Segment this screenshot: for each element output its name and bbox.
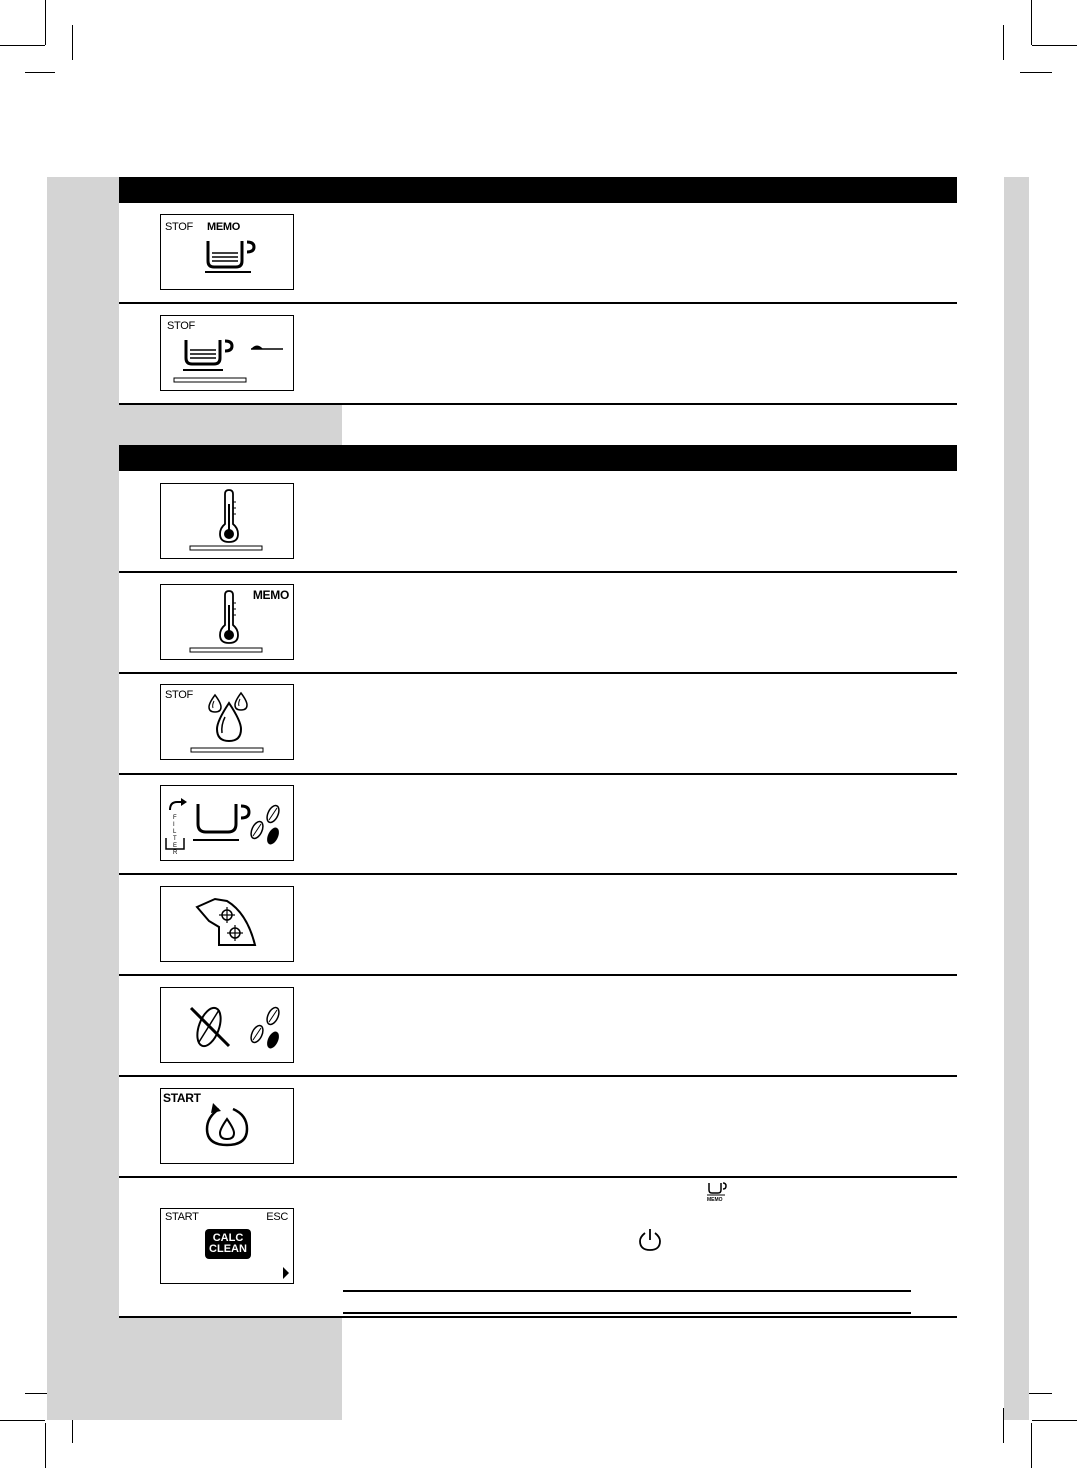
lcd-display-brew-group bbox=[160, 886, 294, 962]
lcd-display-thermometer-memo bbox=[160, 584, 294, 660]
lcd-label-start: START bbox=[165, 1211, 199, 1223]
row-divider bbox=[119, 571, 957, 573]
text-underline bbox=[343, 1312, 911, 1314]
section-header-bar bbox=[119, 445, 957, 471]
crop-mark bbox=[1031, 0, 1032, 45]
lcd-display-cup-spoon bbox=[160, 315, 294, 391]
lcd-display-memo-cup bbox=[160, 214, 294, 290]
crop-mark bbox=[1032, 45, 1077, 46]
row-divider bbox=[119, 302, 957, 304]
lcd-label-stop: STOF bbox=[165, 689, 193, 701]
lcd-display-thermometer bbox=[160, 483, 294, 559]
filter-cup-beans-icon bbox=[161, 786, 295, 862]
row-divider bbox=[119, 974, 957, 976]
cup-spoon-icon bbox=[161, 316, 295, 392]
section-end-rule bbox=[119, 1316, 957, 1318]
svg-text:L: L bbox=[173, 829, 177, 835]
row-divider bbox=[119, 672, 957, 674]
crop-mark bbox=[0, 45, 45, 46]
brew-group-icon bbox=[161, 887, 295, 963]
section-header-bar bbox=[119, 177, 957, 203]
lcd-label-memo: MEMO bbox=[207, 221, 241, 233]
badge-line-clean: CLEAN bbox=[209, 1243, 247, 1255]
arrow-right-icon bbox=[161, 1209, 295, 1285]
lcd-label-esc: ESC bbox=[266, 1211, 288, 1223]
crop-mark bbox=[1032, 1420, 1077, 1421]
lcd-label-stop: STOF bbox=[167, 320, 195, 332]
no-grinder-beans-icon bbox=[161, 988, 295, 1064]
thermometer-icon bbox=[161, 484, 295, 560]
lcd-display-calc-clean bbox=[160, 1208, 294, 1284]
table-gap bbox=[342, 405, 957, 445]
crop-mark bbox=[1003, 25, 1004, 60]
memo-cup-inline-label: MEMO bbox=[707, 1197, 723, 1203]
table-section-2 bbox=[119, 445, 957, 1318]
crop-mark bbox=[0, 1420, 45, 1421]
crop-mark bbox=[72, 25, 73, 60]
crop-mark bbox=[25, 72, 55, 73]
right-margin-band bbox=[1004, 177, 1029, 1420]
memo-cup-inline-icon bbox=[703, 1180, 729, 1208]
row-divider bbox=[119, 773, 957, 775]
row-divider bbox=[119, 873, 957, 875]
thermometer-icon bbox=[161, 585, 295, 661]
row-divider bbox=[119, 1176, 957, 1178]
row-divider bbox=[119, 1075, 957, 1077]
svg-text:T: T bbox=[173, 836, 177, 842]
lcd-display-start-descale bbox=[160, 1088, 294, 1164]
crop-mark bbox=[45, 0, 46, 45]
svg-text:R: R bbox=[173, 850, 178, 856]
section-end-rule bbox=[119, 403, 957, 405]
crop-mark bbox=[45, 1423, 46, 1468]
crop-mark bbox=[1031, 1423, 1032, 1468]
svg-text:F: F bbox=[173, 815, 177, 821]
crop-mark bbox=[1020, 72, 1052, 73]
lcd-display-water-drops bbox=[160, 684, 294, 760]
descale-cycle-icon bbox=[161, 1089, 295, 1165]
lcd-display-no-grinder bbox=[160, 987, 294, 1063]
badge-line-calc: CALC bbox=[212, 1232, 244, 1244]
cup-icon bbox=[161, 215, 295, 291]
lcd-label-start: START bbox=[163, 1091, 201, 1105]
water-drops-icon bbox=[161, 685, 295, 761]
lcd-label-memo: MEMO bbox=[252, 588, 289, 602]
svg-text:I: I bbox=[173, 822, 175, 828]
power-icon bbox=[637, 1227, 663, 1253]
lcd-label-stop: STOF bbox=[165, 221, 193, 233]
svg-text:E: E bbox=[173, 843, 178, 849]
lcd-display-filter-cup-beans bbox=[160, 785, 294, 861]
text-underline bbox=[343, 1290, 911, 1292]
